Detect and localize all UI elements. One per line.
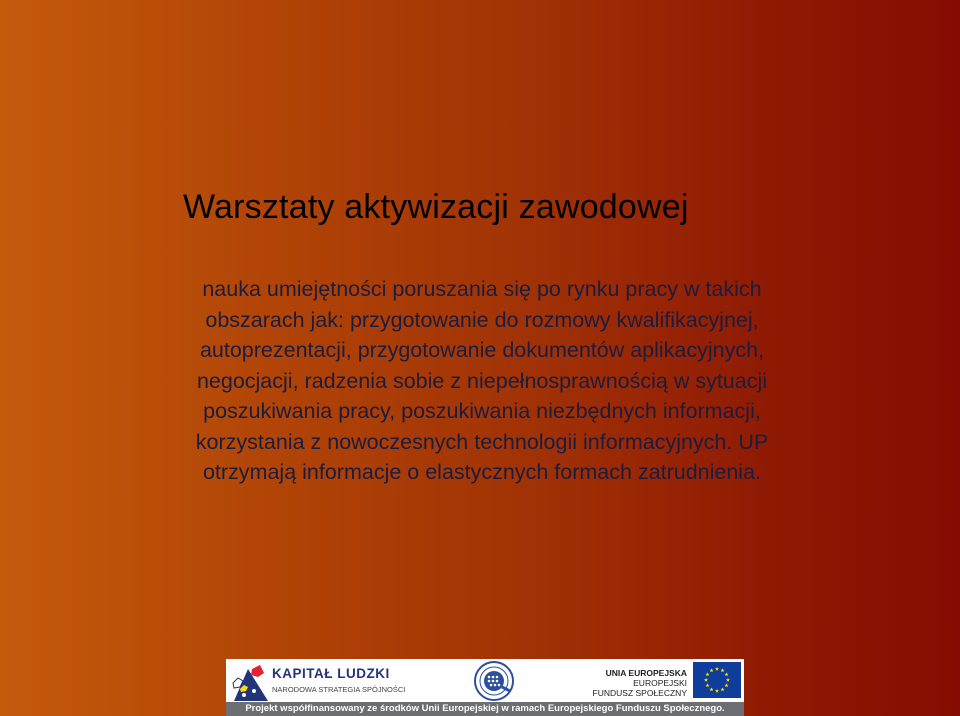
eu-name: UNIA EUROPEJSKA (605, 668, 687, 678)
partner-emblem-logo-icon (472, 660, 516, 702)
body-line: nauka umiejętności poruszania się po rynku pracy w takich (202, 277, 762, 301)
slide-title: Warsztaty aktywizacji zawodowej (183, 188, 689, 226)
eu-flag-icon (693, 662, 741, 698)
cofinancing-statement: Projekt współfinansowany ze środków Unii Europejskiej w ramach Europejskiego Funduszu Społecznego. (226, 702, 744, 716)
body-line: obszarach jak: przygotowanie do rozmowy kwalifikacyjnej, (205, 307, 759, 332)
body-line: negocjacji, radzenia sobie z niepełnosprawnością w sytuacji (196, 368, 768, 393)
kapital-ludzki-subtitle: NARODOWA STRATEGIA SPÓJNOŚCI (272, 685, 406, 694)
logo-strip (226, 659, 744, 702)
slide-body (117, 274, 847, 488)
kapital-ludzki-wordmark (272, 666, 405, 695)
eu-fund-line: FUNDUSZ SPOŁECZNY (592, 688, 687, 698)
body-line: autoprezentacji, przygotowanie dokumentów aplikacyjnych, (199, 338, 765, 362)
body-line: poszukiwania pracy, poszukiwania niezbędnych informacji, (203, 399, 761, 423)
body-line: otrzymają informacje o elastycznych formach zatrudnienia. (202, 460, 762, 484)
kapital-ludzki-star-logo-icon (230, 661, 268, 701)
body-line: korzystania z nowoczesnych technologii informacyjnych. UP (195, 429, 769, 454)
eu-fund-line: EUROPEJSKI (633, 678, 687, 688)
kapital-ludzki-name: KAPITAŁ LUDZKI (272, 666, 390, 681)
eu-funding-banner (226, 659, 744, 716)
eu-wordmark (581, 668, 687, 698)
